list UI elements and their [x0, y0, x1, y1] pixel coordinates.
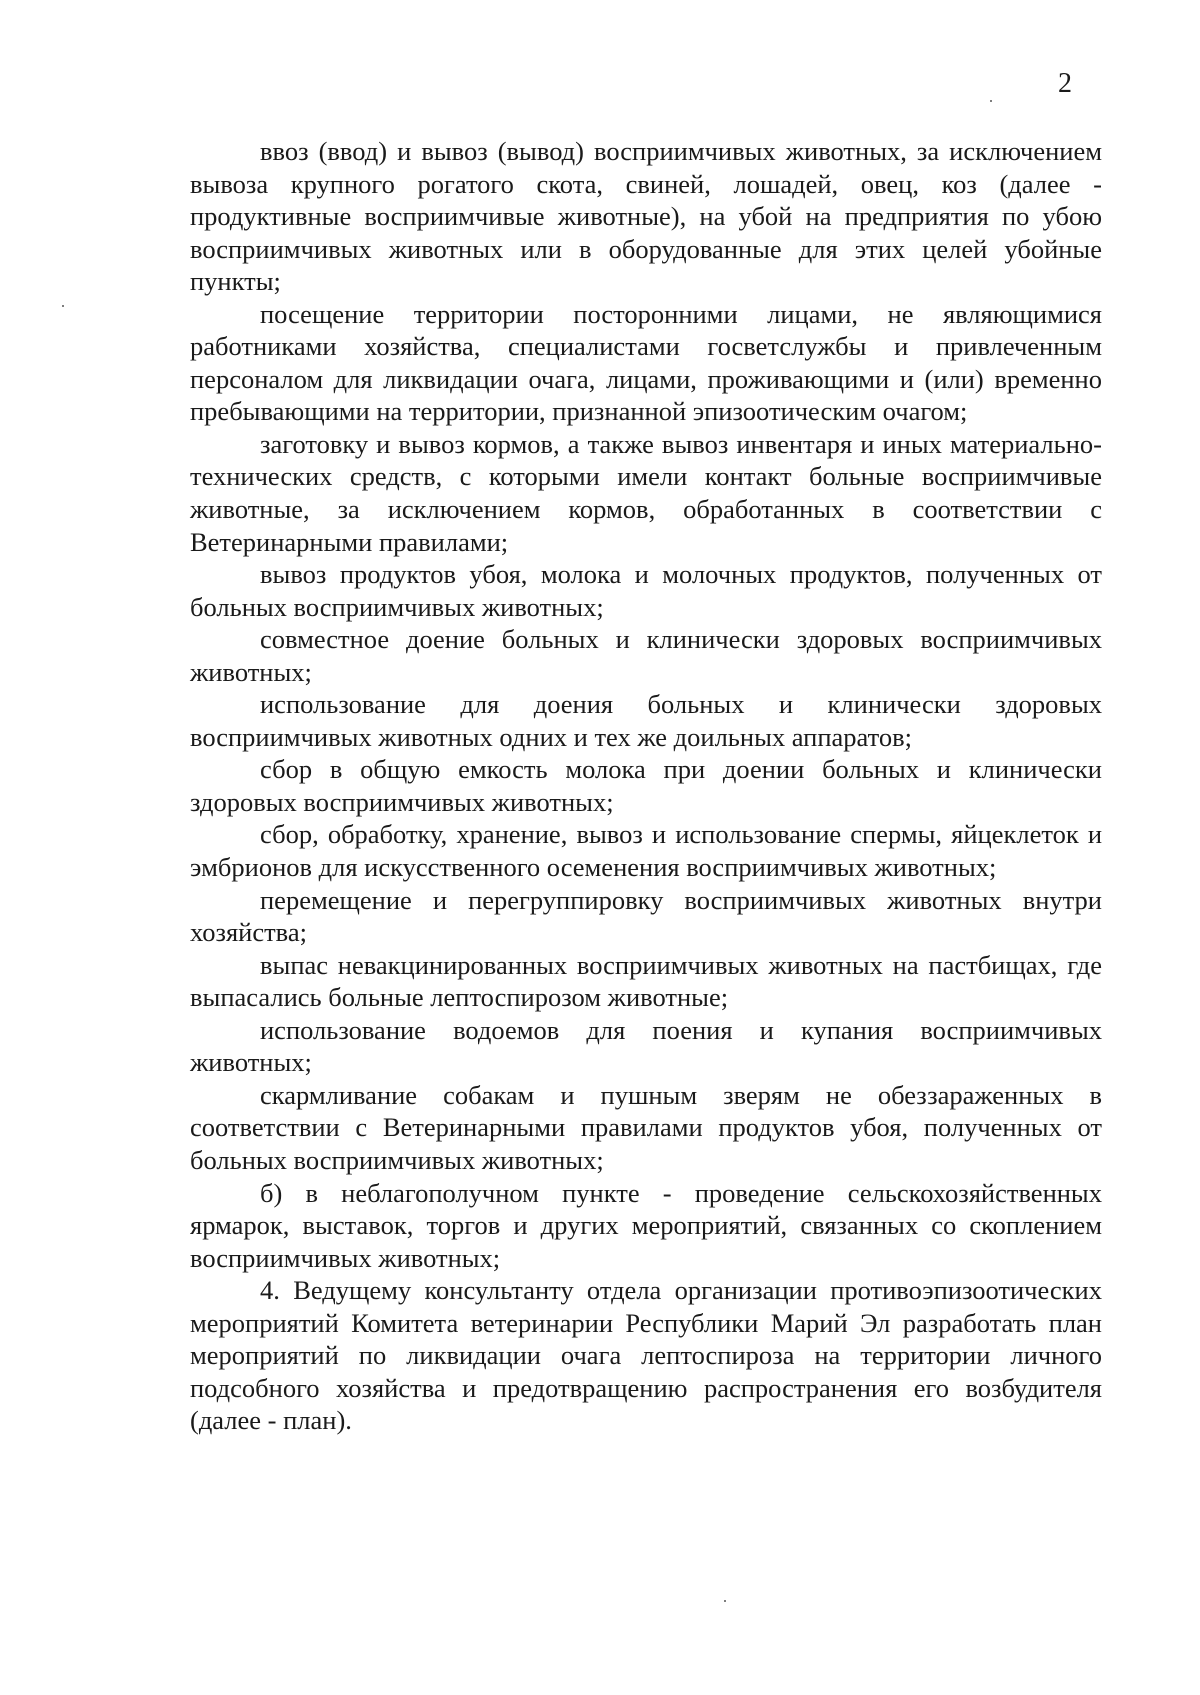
paragraph: выпас невакцинированных восприимчивых животных на пастбищах, где выпасались больные лептоспирозом животные; — [190, 949, 1102, 1013]
document-body — [190, 135, 1102, 1437]
scan-speck — [62, 305, 64, 307]
paragraph: скармливание собакам и пушным зверям не обеззараженных в соответствии с Ветеринарными правилами продуктов убоя, полученных от больных восприимчивых животных; — [190, 1079, 1102, 1175]
scan-speck — [990, 100, 992, 102]
paragraph: вывоз продуктов убоя, молока и молочных продуктов, полученных от больных восприимчивых животных; — [190, 559, 1102, 622]
paragraph: сбор в общую емкость молока при доении больных и клинически здоровых восприимчивых животных; — [190, 754, 1102, 817]
scan-speck — [724, 1600, 726, 1602]
paragraph: ввоз (ввод) и вывоз (вывод) восприимчивых животных, за исключением вывоза крупного рогатого скота, свиней, лошадей, овец, коз (далее - продуктивные восприимчивые животные), на убой на предприятия по убою восприимчивых животных или в оборудованные для этих целей убойные пункты; — [190, 136, 1102, 297]
paragraph: перемещение и перегруппировку восприимчивых животных внутри хозяйства; — [190, 884, 1102, 948]
page-number: 2 — [1058, 68, 1072, 99]
paragraph: заготовку и вывоз кормов, а также вывоз инвентаря и иных материально-технических средств, с которыми имели контакт больные восприимчивые животные, за исключением кормов, обработанных в соответствии с Ветеринарными правилами; — [190, 428, 1102, 557]
paragraph: сбор, обработку, хранение, вывоз и использование спермы, яйцеклеток и эмбрионов для искусственного осеменения восприимчивых животных; — [190, 819, 1102, 883]
paragraph: использование водоемов для поения и купания восприимчивых животных; — [190, 1014, 1102, 1078]
paragraph: использование для доения больных и клинически здоровых восприимчивых животных одних и тех же доильных аппаратов; — [190, 689, 1102, 752]
paragraph: 4. Ведущему консультанту отдела организации противоэпизоотических мероприятий Комитета ветеринарии Республики Марий Эл разработать план мероприятий по ликвидации очага лептоспироза на территории личного подсобного хозяйства и предотвращению распространения его возбудителя (далее - план). — [190, 1275, 1102, 1436]
paragraph: совместное доение больных и клинически здоровых восприимчивых животных; — [190, 624, 1102, 687]
paragraph: б) в неблагополучном пункте - проведение сельскохозяйственных ярмарок, выставок, торгов и других мероприятий, связанных со скоплением восприимчивых животных; — [190, 1177, 1102, 1273]
paragraph: посещение территории посторонними лицами, не являющимися работниками хозяйства, специалистами госветслужбы и привлеченным персоналом для ликвидации очага, лицами, проживающими и (или) временно пребывающими на территории, признанной эпизоотическим очагом; — [190, 298, 1102, 427]
